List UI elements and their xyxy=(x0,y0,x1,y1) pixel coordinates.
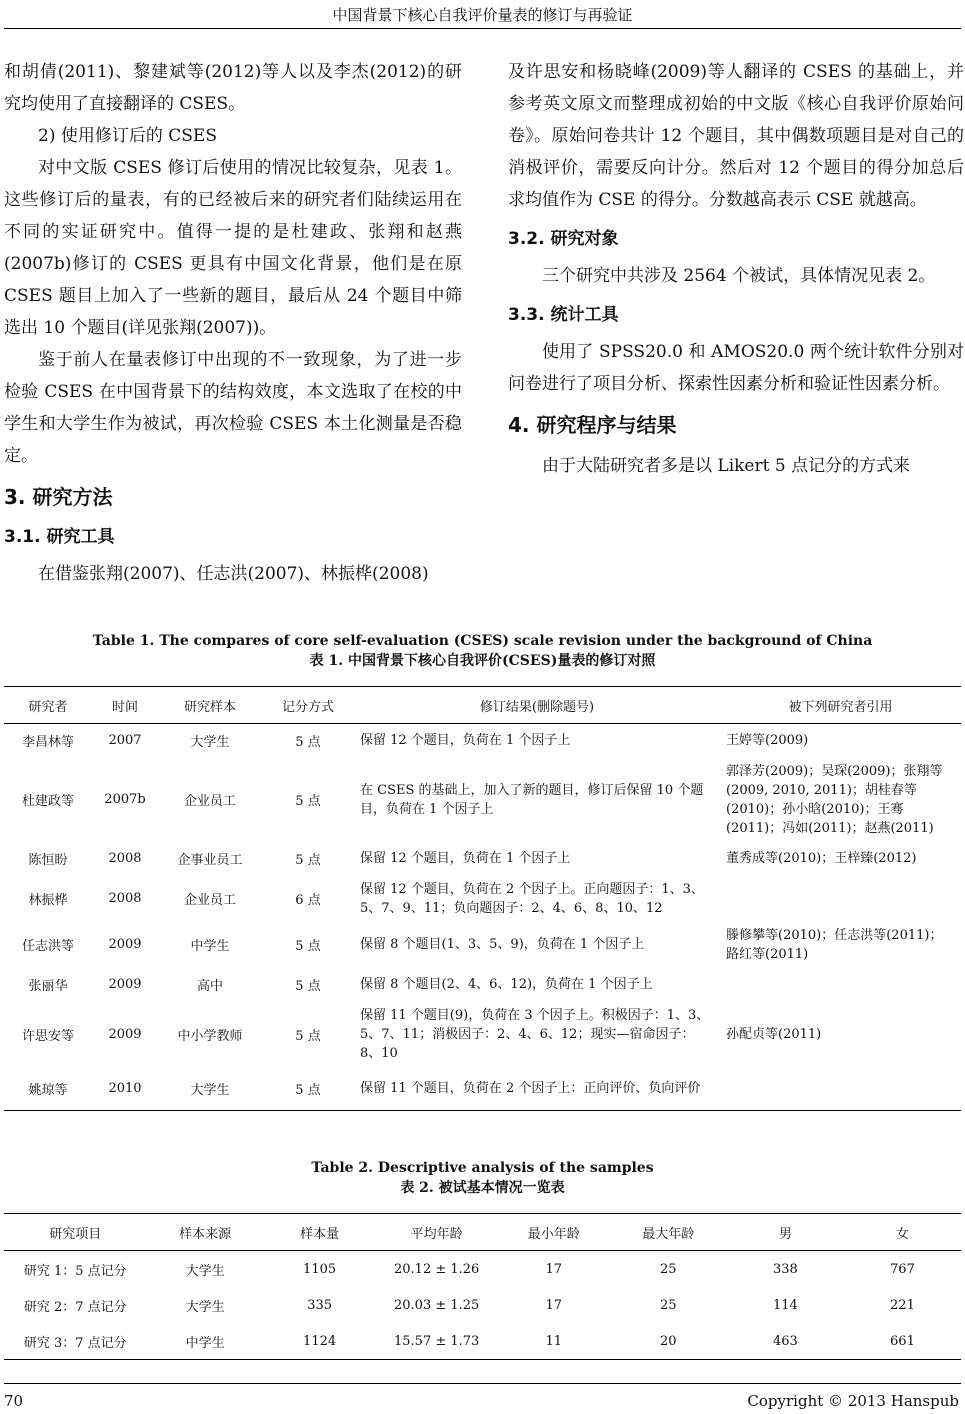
table-cell: 林振桦 xyxy=(28,893,68,908)
table-cell: 王婷等(2009) xyxy=(726,733,809,749)
table1-caption-en: Table 1. The compares of core self-evaluation (CSES) scale revision under the background of China xyxy=(92,633,873,649)
table-row xyxy=(4,1002,961,1067)
subsection-heading-stats: 3.3. 统计工具 xyxy=(508,305,619,325)
table-cell xyxy=(720,968,961,1002)
table-cell: 大学生 xyxy=(190,735,230,751)
table-cell: 保留 11 个题目，负荷在 2 个因子上：正向评价、负向评价 xyxy=(354,1067,720,1111)
subsection-heading-subjects: 3.2. 研究对象 xyxy=(508,229,619,249)
table-cell: 2010 xyxy=(92,1067,158,1111)
table2-caption-zh: 表 2. 被试基本情况一览表 xyxy=(400,1180,565,1196)
list-item-heading: 2) 使用修订后的 CSES xyxy=(38,126,217,146)
table-cell: 研究 1：5 点记分 xyxy=(23,1263,127,1279)
table-cell: 335 xyxy=(307,1297,333,1313)
column-header: 研究样本 xyxy=(158,687,262,724)
left-column xyxy=(4,56,462,590)
column-header: 男 xyxy=(727,1214,844,1251)
table-cell: 5 点 xyxy=(295,979,321,994)
table-cell: 企事业员工 xyxy=(177,853,243,868)
table-cell: 17 xyxy=(545,1297,563,1313)
table-cell: 463 xyxy=(727,1323,844,1360)
table-cell: 中学生 xyxy=(190,939,230,954)
table-cell: 滕修攀等(2010)；任志洪等(2011)；路红等(2011) xyxy=(726,927,943,962)
table-cell: 董秀成等(2010)；王梓臻(2012) xyxy=(726,851,917,866)
table1-caption-zh: 表 1. 中国背景下核心自我评价(CSES)量表的修订对照 xyxy=(309,653,656,669)
table-cell: 6 点 xyxy=(295,893,321,908)
table-cell: 5 点 xyxy=(295,853,321,868)
table-cell: 企业员工 xyxy=(183,794,236,809)
table-row xyxy=(4,842,961,876)
table-cell: 1105 xyxy=(303,1261,337,1277)
table-cell: 5 点 xyxy=(295,1028,321,1044)
table-row xyxy=(4,968,961,1002)
table-cell: 大学生 xyxy=(185,1299,225,1315)
table-cell xyxy=(720,1067,961,1111)
table-row xyxy=(4,758,961,842)
table-cell: 5 点 xyxy=(295,735,321,751)
table-cell: 中学生 xyxy=(147,1323,264,1360)
footer-rule xyxy=(4,1383,961,1384)
table-cell: 5 点 xyxy=(295,939,321,954)
table-cell: 2008 xyxy=(108,851,142,866)
table1 xyxy=(4,686,961,1111)
table-header-row xyxy=(4,1214,961,1251)
right-column xyxy=(508,56,964,482)
running-header: 中国背景下核心自我评价量表的修订与再验证 xyxy=(332,6,633,24)
paragraph: 对中文版 CSES 修订后使用的情况比较复杂，见表 1。这些修订后的量表，有的已经被后来的研究者们陆续运用在不同的实证研究中。值得一提的是杜建政、张翔和赵燕(2007b)修订的 CSES 更具有中国文化背景，他们是在原 CSES 题目上加入了一些新的题目，最后从 24 个题目中筛选出 10 个题目(详见张翔(2007))。 xyxy=(4,158,462,338)
paragraph: 由于大陆研究者多是以 Likert 5 点记分的方式来 xyxy=(542,456,911,476)
table-cell: 17 xyxy=(545,1261,563,1277)
paragraph: 鉴于前人在量表修订中出现的不一致现象，为了进一步检验 CSES 在中国背景下的结构效度，本文选取了在校的中学生和大学生作为被试，再次检验 CSES 本土化测量是否稳定。 xyxy=(4,350,462,466)
column-header: 女 xyxy=(844,1214,961,1251)
table-cell: 在 CSES 的基础上，加入了新的题目，修订后保留 10 个题目，负荷在 1 个因子上 xyxy=(360,782,704,817)
column-header: 样本量 xyxy=(264,1214,376,1251)
table-cell: 2007 xyxy=(108,733,142,749)
table-cell: 25 xyxy=(660,1261,677,1277)
table2 xyxy=(4,1213,961,1360)
table-cell: 5 点 xyxy=(262,1067,354,1111)
table-cell: 陈恒盼 xyxy=(28,853,68,868)
section-heading-results: 4. 研究程序与结果 xyxy=(508,413,677,437)
column-header: 被下列研究者引用 xyxy=(720,687,961,724)
table-cell: 郭泽芳(2009)；吴琛(2009)；张翔等(2009, 2010, 2011)；胡桂春等(2010)；孙小晗(2010)；王骞(2011)；冯如(2011)；赵燕(2011) xyxy=(726,763,943,836)
table-cell: 保留 12 个题目，负荷在 1 个因子上 xyxy=(360,851,571,866)
table-cell: 姚琼等 xyxy=(4,1067,92,1111)
table-cell: 大学生 xyxy=(185,1263,225,1279)
table-cell: 114 xyxy=(772,1297,798,1313)
table-cell xyxy=(720,876,961,922)
column-header: 研究项目 xyxy=(4,1214,147,1251)
table-row xyxy=(4,1287,961,1323)
table-row xyxy=(4,724,961,758)
paragraph: 三个研究中共涉及 2564 个被试，具体情况见表 2。 xyxy=(542,266,936,286)
copyright-notice: Copyright © 2013 Hanspub xyxy=(747,1392,959,1410)
table-cell: 保留 12 个题目，负荷在 2 个因子上。正向题因子：1、3、5、7、9、11；负向题因子：2、4、6、8、10、12 xyxy=(360,881,704,916)
table-cell: 11 xyxy=(498,1323,610,1360)
header-rule xyxy=(4,28,961,29)
table-cell: 5 点 xyxy=(295,794,321,809)
table-cell: 中小学教师 xyxy=(177,1028,243,1044)
table-cell: 张丽华 xyxy=(28,979,68,994)
table-cell: 企业员工 xyxy=(183,893,236,908)
table-cell: 2009 xyxy=(108,977,142,992)
table-cell: 1124 xyxy=(264,1323,376,1360)
table-cell: 保留 11 个题目(9)，负荷在 3 个因子上。积极因子：1、3、5、7、11；消极因子：2、4、6、12；现实—宿命因子：8、10 xyxy=(360,1007,710,1061)
table-row xyxy=(4,1067,961,1111)
column-header: 修订结果(删除题号) xyxy=(354,687,720,724)
column-header: 样本来源 xyxy=(147,1214,264,1251)
table-cell: 大学生 xyxy=(158,1067,262,1111)
column-header: 时间 xyxy=(92,687,158,724)
table-cell: 研究 2：7 点记分 xyxy=(23,1299,127,1315)
table-cell: 20 xyxy=(610,1323,727,1360)
paragraph: 在借鉴张翔(2007)、任志洪(2007)、林振桦(2008) xyxy=(38,564,429,584)
table-cell: 25 xyxy=(660,1297,677,1313)
paragraph: 使用了 SPSS20.0 和 AMOS20.0 两个统计软件分别对问卷进行了项目分析、探索性因素分析和验证性因素分析。 xyxy=(508,342,964,394)
paragraph: 及许思安和杨晓峰(2009)等人翻译的 CSES 的基础上，并参考英文原文而整理成初始的中文版《核心自我评价原始问卷》。原始问卷共计 12 个题目，其中偶数项题目是对自己的消极评价，需要反向计分。然后对 12 个题目的得分加总后求均值作为 CSE 的得分。分数越高表示 CSE 就越高。 xyxy=(508,62,964,210)
table-cell: 高中 xyxy=(196,979,223,994)
table-cell: 保留 8 个题目(2、4、6、12)，负荷在 1 个因子上 xyxy=(360,977,653,992)
table-cell: 2007b xyxy=(104,792,146,807)
table-cell: 保留 8 个题目(1、3、5、9)，负荷在 1 个因子上 xyxy=(360,937,645,952)
subsection-heading-tools: 3.1. 研究工具 xyxy=(4,527,115,547)
table-cell: 767 xyxy=(890,1261,915,1277)
table-cell: 20.12 ± 1.26 xyxy=(394,1261,480,1277)
table-row xyxy=(4,876,961,922)
table-cell: 孙配贞等(2011) xyxy=(726,1026,822,1042)
table-cell: 20.03 ± 1.25 xyxy=(394,1297,480,1313)
table-cell: 2009 xyxy=(108,937,142,952)
paragraph: 和胡倩(2011)、黎建斌等(2012)等人以及李杰(2012)的研究均使用了直接翻译的 CSES。 xyxy=(4,62,462,114)
table-cell: 2009 xyxy=(108,1026,142,1042)
column-header: 记分方式 xyxy=(262,687,354,724)
table-row xyxy=(4,1251,961,1288)
table-cell: 15.57 ± 1.73 xyxy=(376,1323,498,1360)
column-header: 平均年龄 xyxy=(376,1214,498,1251)
column-header: 研究者 xyxy=(4,687,92,724)
table-cell: 李昌林等 xyxy=(21,735,74,751)
section-heading-method: 3. 研究方法 xyxy=(4,485,113,509)
table-cell: 许思安等 xyxy=(21,1028,74,1044)
table-cell: 研究 3：7 点记分 xyxy=(4,1323,147,1360)
table-cell: 221 xyxy=(890,1297,915,1313)
table2-caption-en: Table 2. Descriptive analysis of the samples xyxy=(311,1160,654,1176)
table-row xyxy=(4,1323,961,1360)
table-cell: 任志洪等 xyxy=(21,939,74,954)
column-header: 最大年龄 xyxy=(610,1214,727,1251)
table-cell: 661 xyxy=(844,1323,961,1360)
table-cell: 杜建政等 xyxy=(21,794,74,809)
table-header-row xyxy=(4,687,961,724)
table-cell: 2008 xyxy=(108,891,142,906)
table-cell: 保留 12 个题目，负荷在 1 个因子上 xyxy=(360,733,571,749)
table-row xyxy=(4,922,961,968)
page-number: 70 xyxy=(4,1392,24,1410)
table-cell: 338 xyxy=(772,1261,798,1277)
column-header: 最小年龄 xyxy=(498,1214,610,1251)
